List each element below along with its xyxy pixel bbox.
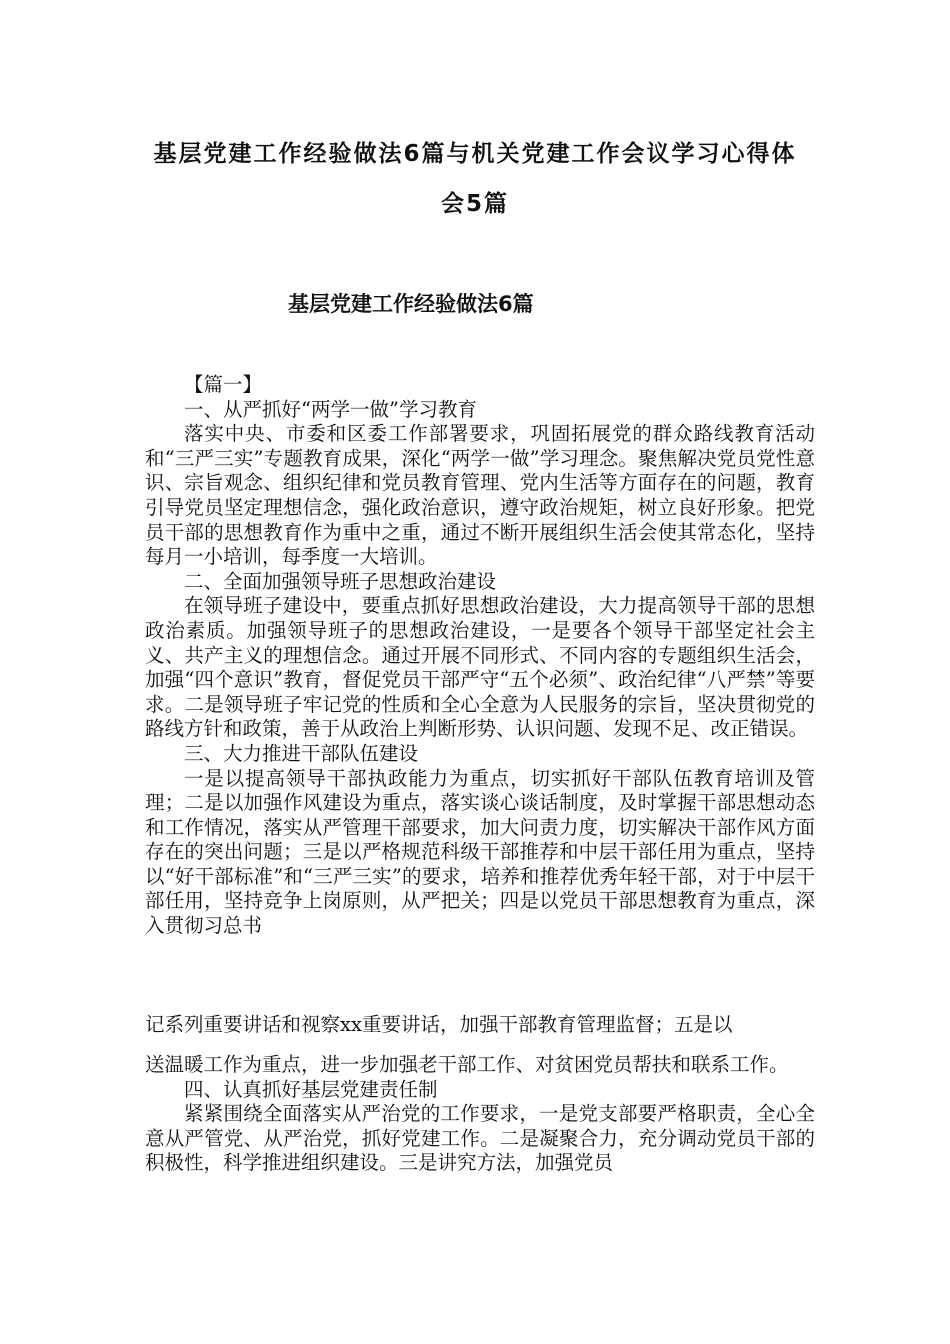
paragraph-body-2: 在领导班子建设中，要重点抓好思想政治建设，大力提高领导干部的思想政治素质。加强领导班子的思想政治建设，一是要各个领导干部坚定社会主义、共产主义的理想信念。通过开展不同形式、不同内容的专题组织生活会，加强“四个意识”教育，督促党员干部严守“五个必须”、政治纪律“八严禁”等要求。二是领导班子牢记党的性质和全心全意为人民服务的宗旨，坚决贯彻党的路线方针和政策，善于从政治上判断形势、认识问题、发现不足、改正错误。 bbox=[145, 594, 815, 741]
document-title-line-2: 会5篇 bbox=[440, 191, 509, 217]
section-heading: 基层党建工作经验做法6篇 bbox=[288, 292, 534, 316]
document-title-line-1: 基层党建工作经验做法6篇与机关党建工作会议学习心得体 bbox=[153, 141, 797, 167]
body-text-block-a bbox=[145, 373, 815, 939]
body-text-block-c bbox=[145, 1053, 815, 1176]
body-text-block-b bbox=[145, 1013, 815, 1038]
paragraph-heading-3: 三、大力推进干部队伍建设 bbox=[184, 741, 419, 765]
paragraph-body-3-end: 送温暖工作为重点，进一步加强老干部工作、对贫困党员帮扶和联系工作。 bbox=[145, 1053, 789, 1076]
paragraph-body-4: 紧紧围绕全面落实从严治党的工作要求，一是党支部要严格职责，全心全意从严管党、从严治党，抓好党建工作。二是凝聚合力，充分调动党员干部的积极性，科学推进组织建设。三是讲究方法，加强党员 bbox=[145, 1102, 815, 1175]
paragraph-part-label: 【篇一】 bbox=[184, 373, 263, 396]
paragraph-heading-4: 四、认真抓好基层党建责任制 bbox=[184, 1077, 438, 1101]
paragraph-body-3-continued: 记系列重要讲话和视察xx重要讲话，加强干部教育管理监督；五是以 bbox=[145, 1013, 733, 1036]
paragraph-heading-2: 二、全面加强领导班子思想政治建设 bbox=[184, 569, 497, 593]
paragraph-body-3: 一是以提高领导干部执政能力为重点，切实抓好干部队伍教育培训及管理；二是以加强作风建设为重点，落实谈心谈话制度，及时掌握干部思想动态和工作情况，落实从严管理干部要求，加大问责力度，切实解决干部作风方面存在的突出问题；三是以严格规范科级干部推荐和中层干部任用为重点，坚持以“好干部标准”和“三严三实”的要求，培养和推荐优秀年轻干部，对于中层干部任用，坚持竞争上岗原则，从严把关；四是以党员干部思想教育为重点，深入贯彻习总书 bbox=[145, 766, 815, 938]
paragraph-heading-1: 一、从严抓好“两学一做”学习教育 bbox=[184, 397, 477, 421]
paragraph-body-1: 落实中央、市委和区委工作部署要求，巩固拓展党的群众路线教育活动和“三严三实”专题教育成果，深化“两学一做”学习理念。聚焦解决党员党性意识、宗旨观念、组织纪律和党员教育管理、党内生活等方面存在的问题，教育引导党员坚定理想信念，强化政治意识，遵守政治规矩，树立良好形象。把党员干部的思想教育作为重中之重，通过不断开展组织生活会使其常态化，坚持每月一小培训，每季度一大培训。 bbox=[145, 422, 815, 569]
